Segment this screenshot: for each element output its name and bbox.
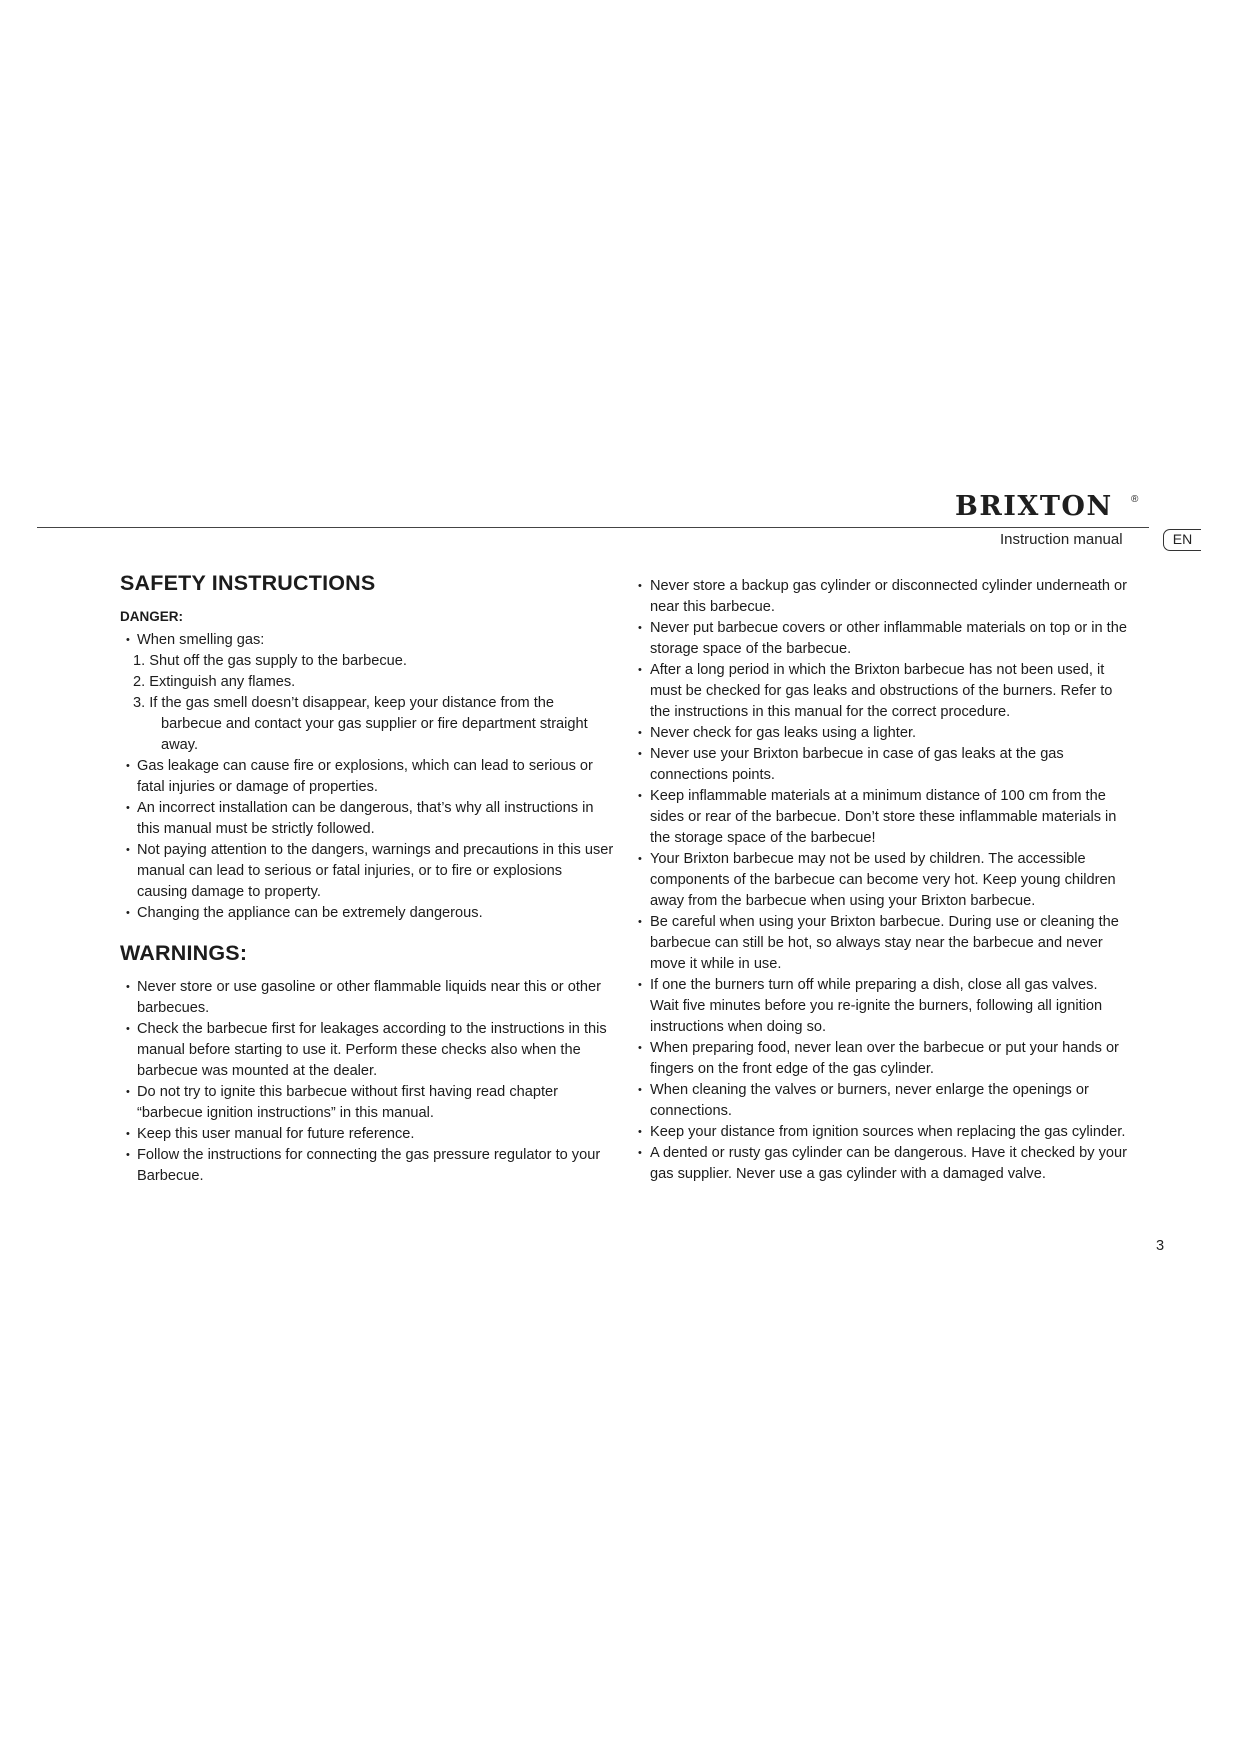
language-tab: EN [1163,529,1201,551]
list-item: • Keep this user manual for future reference. [120,1124,615,1145]
list-item: • Changing the appliance can be extremely dangerous. [120,903,615,924]
list-item: • Never put barbecue covers or other inflammable materials on top or in the storage space of the barbecue. [632,618,1130,660]
warnings-list [120,977,615,1187]
step-item: 3. If the gas smell doesn’t disappear, keep your distance from the barbecue and contact your gas supplier or fire department straight away. [133,695,588,753]
danger-heading: DANGER: [120,609,183,624]
list-item: • Never store a backup gas cylinder or disconnected cylinder underneath or near this barbecue. [632,576,1130,618]
step-item: 2. Extinguish any flames. [133,674,296,690]
list-item: • Never use your Brixton barbecue in case of gas leaks at the gas connections points. [632,744,1130,786]
brand-logo: BRIXTON [955,491,1113,522]
list-item: • A dented or rusty gas cylinder can be dangerous. Have it checked by your gas supplier. Never use a gas cylinder with a damaged valve. [632,1143,1130,1185]
step-item: 1. Shut off the gas supply to the barbecue. [133,653,407,669]
list-item: • Be careful when using your Brixton barbecue. During use or cleaning the barbecue can still be hot, so always stay near the barbecue and never move it while in use. [632,912,1130,975]
list-item: • Do not try to ignite this barbecue without first having read chapter “barbecue ignition instructions” in this manual. [120,1082,615,1124]
list-item: • Gas leakage can cause fire or explosions, which can lead to serious or fatal injuries or damage of properties. [120,756,615,798]
header-divider [37,527,1149,528]
list-item: • When cleaning the valves or burners, never enlarge the openings or connections. [632,1080,1130,1122]
list-item: • An incorrect installation can be dangerous, that’s why all instructions in this manual must be strictly followed. [120,798,615,840]
safety-title: SAFETY INSTRUCTIONS [120,571,376,595]
list-item: • Keep your distance from ignition sources when replacing the gas cylinder. [632,1122,1130,1143]
danger-steps [120,651,615,756]
list-item: • Follow the instructions for connecting the gas pressure regulator to your Barbecue. [120,1145,615,1187]
list-item: • Not paying attention to the dangers, warnings and precautions in this user manual can lead to serious or fatal injuries, or to fire or explosions causing damage to property. [120,840,615,903]
danger-bullets [120,756,615,924]
list-item: • Your Brixton barbecue may not be used by children. The accessible components of the barbecue can become very hot. Keep young children away from the barbecue when using your Brixton barbecue. [632,849,1130,912]
list-item: • Check the barbecue first for leakages according to the instructions in this manual before starting to use it. Perform these checks also when the barbecue was mounted at the dealer. [120,1019,615,1082]
warnings-title: WARNINGS: [120,941,248,965]
left-column [120,568,615,1187]
precautions-list [632,576,1130,1185]
list-item: • When smelling gas: [120,630,615,651]
list-item: • When preparing food, never lean over the barbecue or put your hands or fingers on the front edge of the gas cylinder. [632,1038,1130,1080]
page-number: 3 [1156,1238,1165,1254]
list-item: • Never store or use gasoline or other flammable liquids near this or other barbecues. [120,977,615,1019]
manual-subtitle: Instruction manual [1000,531,1123,548]
list-item: • Never check for gas leaks using a lighter. [632,723,1130,744]
registered-mark: ® [1131,494,1139,505]
list-item: • After a long period in which the Brixton barbecue has not been used, it must be checked for gas leaks and obstructions of the burners. Refer to the instructions in this manual for the correct procedure. [632,660,1130,723]
list-item: • Keep inflammable materials at a minimum distance of 100 cm from the sides or rear of the barbecue. Don’t store these inflammable materials in the storage space of the barbecue! [632,786,1130,849]
right-column [632,576,1130,1185]
list-item: • If one the burners turn off while preparing a dish, close all gas valves. Wait five minutes before you re-ignite the burners, following all ignition instructions when doing so. [632,975,1130,1038]
danger-intro-list [120,630,615,651]
